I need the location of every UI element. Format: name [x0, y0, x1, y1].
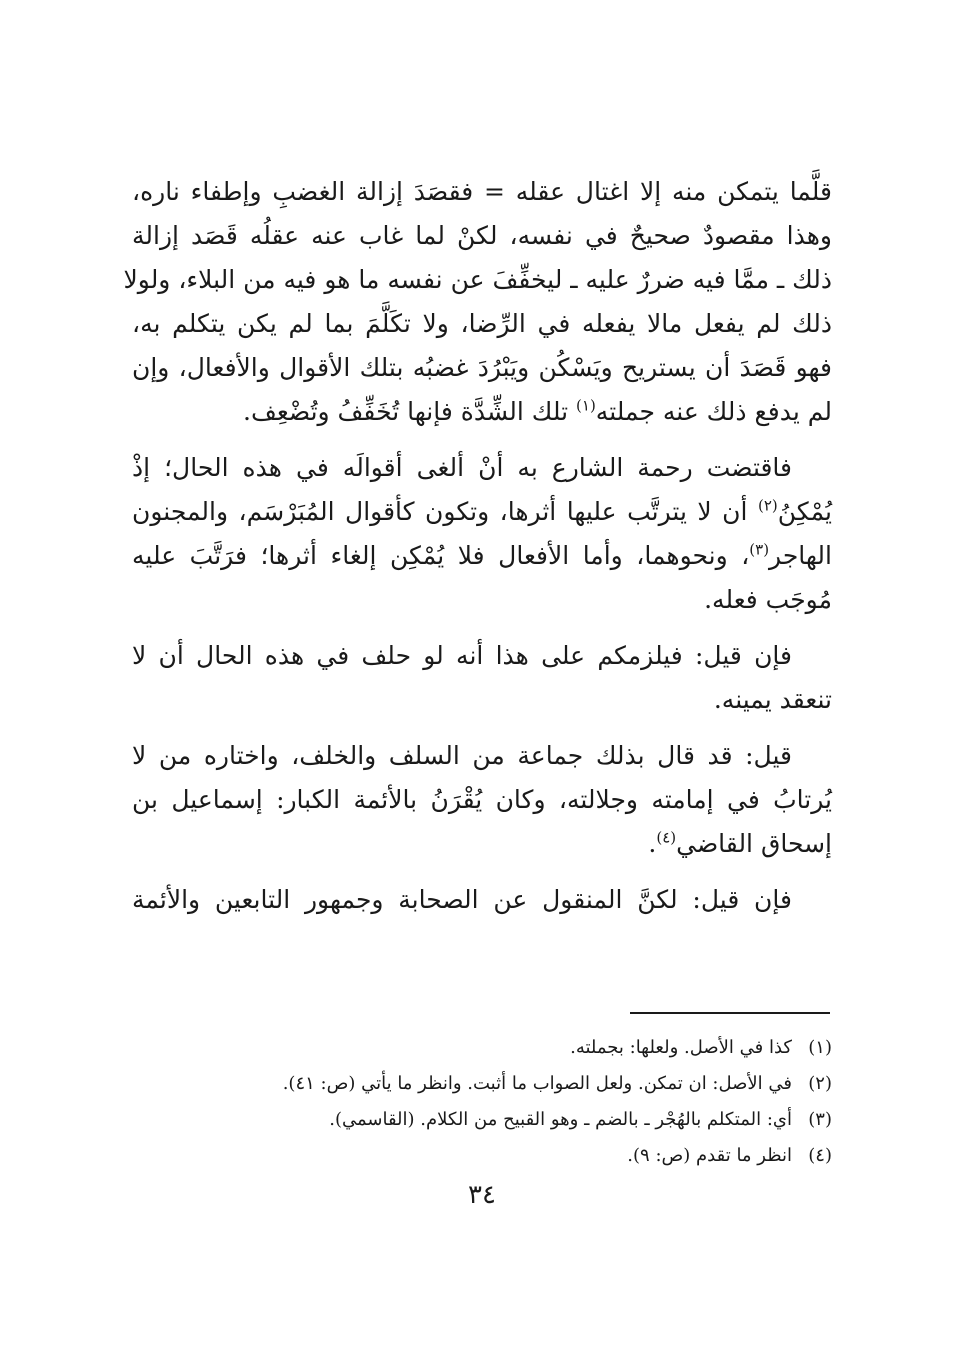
- text-line: [132, 490, 832, 534]
- text-line: [132, 534, 832, 578]
- text-segment: لم يدفع ذلك عنه جملته: [595, 397, 832, 426]
- text-line: تنعقد يمينه.: [713, 685, 832, 714]
- text-segment: أن لا يترتَّب عليها أثرها، وتكون كأقوال المُبَرْسَم، والمجنون: [132, 497, 758, 526]
- paragraph-2: [132, 446, 832, 622]
- text-line: [132, 390, 832, 434]
- text-line: ذلك لم يفعل مالا يفعله في الرِّضا، ولا تكَلَّمَ بما لم يكن يتكلم به،: [132, 309, 832, 338]
- footnote-separator: [630, 1012, 830, 1014]
- text-line: فهو قَصَدَ أن يستريح ويَسْكُن ويَبْرُدَ غضبُه بتلك الأقوال والأفعال، وإن: [132, 353, 832, 382]
- text-segment: .: [648, 829, 657, 858]
- text-segment: تلك الشِّدَّة فإنها تُخَفِّفُ وتُضْعِف.: [243, 397, 577, 426]
- footnote-ref-2[interactable]: (٢): [757, 496, 778, 515]
- footnote-ref-3[interactable]: (٣): [749, 540, 770, 559]
- text-line: فإن قيل: لكنَّ المنقول عن الصحابة وجمهور التابعين والأئمة: [132, 885, 792, 914]
- footnote-4: [132, 1138, 832, 1174]
- text-line: فإن قيل: فيلزمكم على هذا أنه لو حلف في هذه الحال أن لا: [132, 641, 792, 670]
- footnote-ref-1[interactable]: (١): [576, 396, 596, 415]
- text-line: [132, 822, 832, 866]
- footnote-number: (١): [808, 1037, 832, 1058]
- footnote-text: في الأصل: ان تمكن. ولعل الصواب ما أثبت. وانظر ما يأتي (ص: ٤١).: [282, 1073, 792, 1094]
- footnote-text: أي: المتكلم بالهُجْر ـ بالضم ـ وهو القبيح من الكلام. (القاسمي).: [329, 1109, 792, 1130]
- footnote-1: [132, 1030, 832, 1066]
- footnotes: [132, 1030, 832, 1174]
- paragraph-4: [132, 734, 832, 866]
- text-segment: يُمْكِنُ: [777, 497, 832, 526]
- page-number: ٣٤: [468, 1180, 496, 1210]
- text-segment: الهاجر: [769, 541, 832, 570]
- footnote-number: (٤): [808, 1145, 832, 1166]
- text-line: مُوجَب فعله.: [704, 585, 832, 614]
- footnote-number: (٣): [808, 1109, 832, 1130]
- text-line: فاقتضت رحمة الشارع به أنْ ألغى أقوالَه في هذه الحال؛ إذْ: [132, 453, 792, 482]
- text-segment: إسحاق القاضي: [676, 829, 832, 858]
- main-text: [123, 170, 832, 934]
- text-line: قلَّما يتمكن منه إلا اغتال عقله = فقصَدَ إزالة الغضبِ وإطفاء ناره،: [132, 177, 832, 206]
- footnote-3: [132, 1102, 832, 1138]
- paragraph-1: [123, 170, 832, 434]
- text-line: يُرتابُ في إمامته وجلالته، وكان يُقْرَنُ بالأئمة الكبار: إسماعيل بن: [132, 785, 832, 814]
- text-line: قيل: قد قال بذلك جماعة من السلف والخلف، واختاره من لا: [132, 741, 792, 770]
- footnote-text: كذا في الأصل. ولعلها: بجملته.: [570, 1037, 792, 1058]
- footnote-ref-4[interactable]: (٤): [656, 828, 677, 847]
- text-segment: ، ونحوهما، وأما الأفعال فلا يُمْكِن إلغاء أثرها؛ فرَتَّبَ عليه: [132, 541, 750, 570]
- footnote-text: انظر ما تقدم (ص: ٩).: [627, 1145, 792, 1166]
- footnote-number: (٢): [808, 1073, 832, 1094]
- text-line: وهذا مقصودٌ صحيحٌ في نفسه، لكنْ لما غاب عنه عقلُه قَصَد إزالة: [132, 221, 832, 250]
- text-line: ذلك ـ ممَّا فيه ضررٌ عليه ـ ليخفِّفَ عن نفسه ما هو فيه من البلاء، ولولا: [123, 265, 832, 294]
- footnote-2: [132, 1066, 832, 1102]
- paragraph-5: [132, 878, 832, 922]
- paragraph-3: [132, 634, 832, 722]
